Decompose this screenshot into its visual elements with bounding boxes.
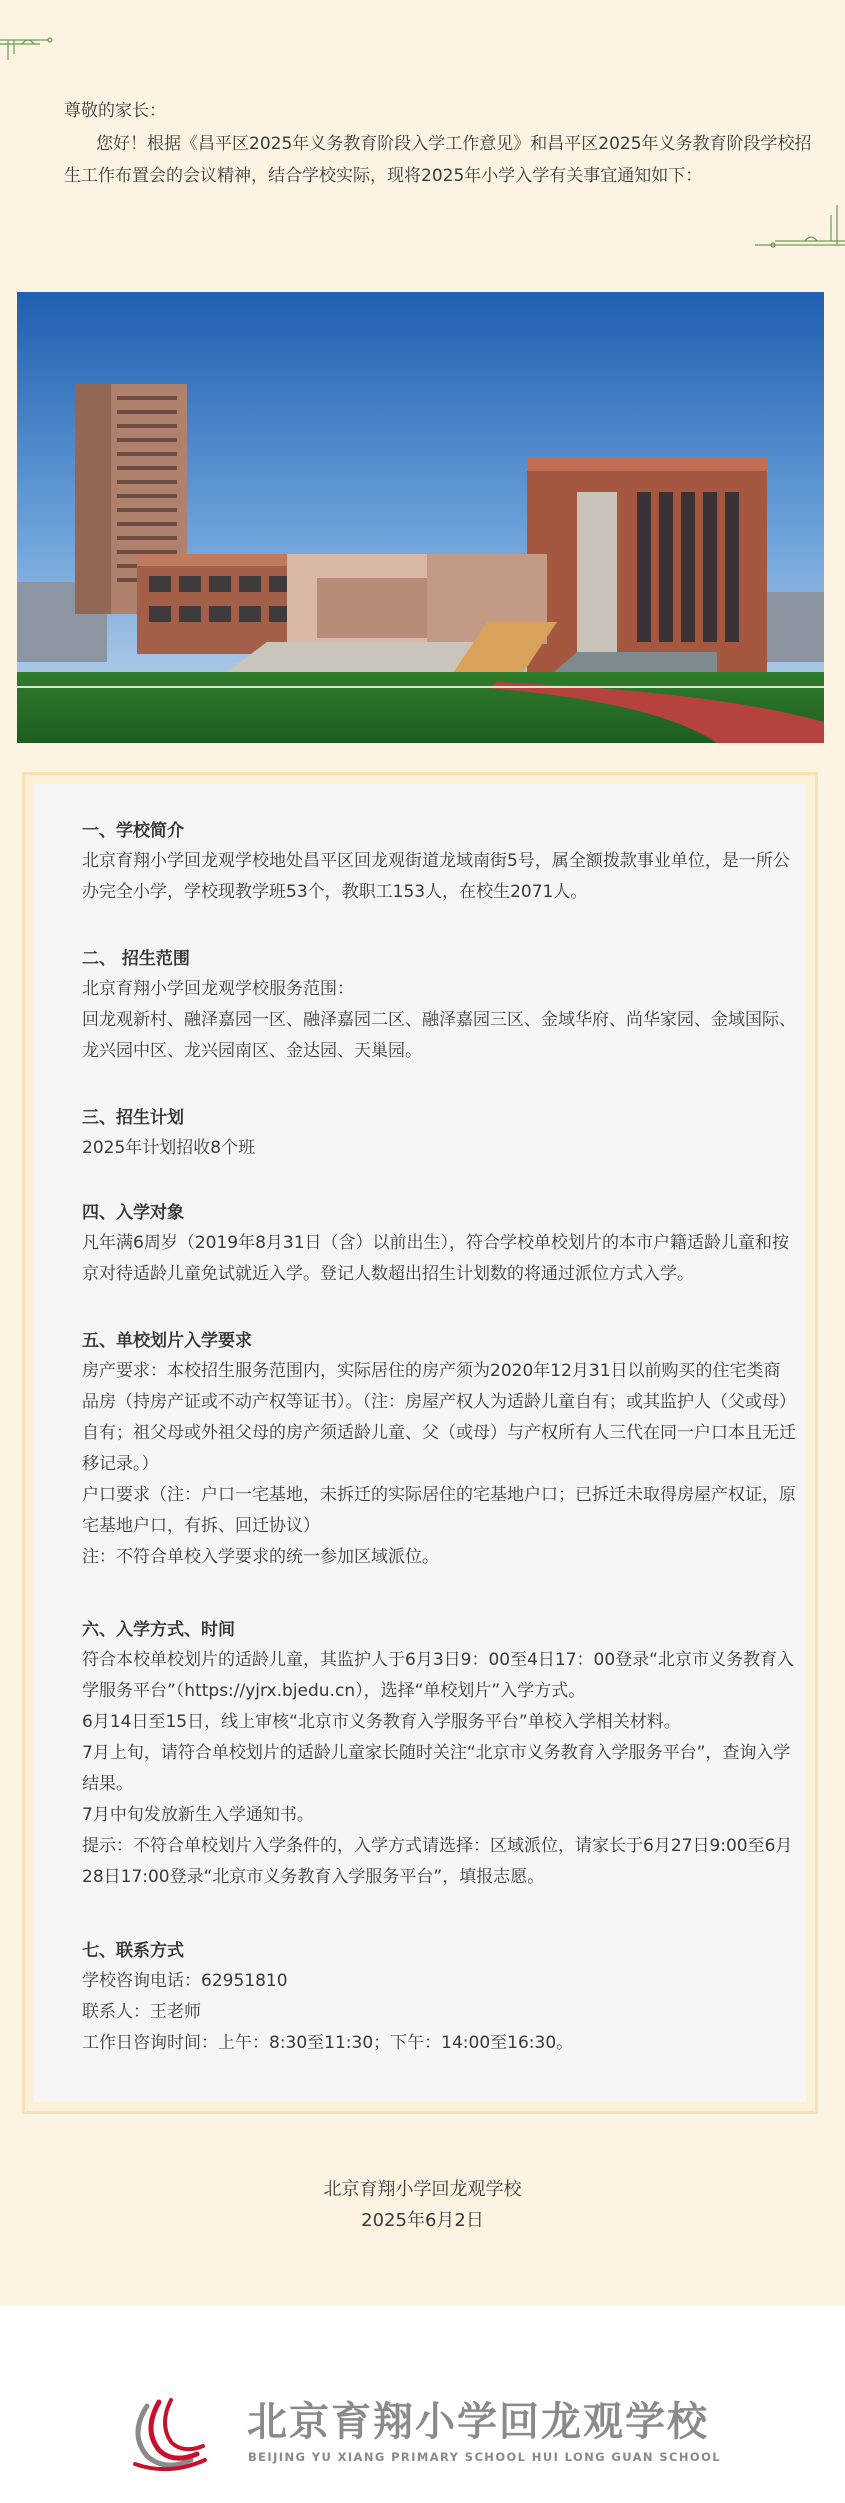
section-paragraph: 2025年计划招收8个班 — [82, 1138, 256, 1158]
intro-block — [0, 0, 845, 255]
section-heading: 五、单校划片入学要求 — [82, 1331, 252, 1351]
section-enrollment-plan — [82, 1103, 796, 1164]
school-logo-icon — [125, 2394, 213, 2474]
intro-paragraph: 您好！根据《昌平区2025年义务教育阶段入学工作意见》和昌平区2025年义务教育阶段学校招生工作布置会的会议精神，结合学校实际，现将2025年小学入学有关事宜通知如下： — [64, 134, 812, 186]
signature-school: 北京育翔小学回龙观学校 — [323, 2179, 522, 2200]
section-paragraph: 7月中旬发放新生入学通知书。 — [82, 1805, 314, 1825]
section-paragraph: 凡年满6周岁（2019年8月31日（含）以前出生），符合学校单校划片的本市户籍适龄儿童和按京对待适龄儿童免试就近入学。登记人数超出招生计划数的将通过派位方式入学。 — [82, 1233, 790, 1284]
section-heading: 三、招生计划 — [82, 1108, 184, 1128]
section-heading: 七、联系方式 — [82, 1941, 184, 1961]
section-paragraph: 北京育翔小学回龙观学校服务范围： — [82, 979, 354, 999]
section-paragraph: 符合本校单校划片的适龄儿童，其监护人于6月3日9：00至4日17：00登录“北京市义务教育入学服务平台”（https://yjrx.bjedu.cn），选择“单校划片”入学方式。 — [82, 1650, 794, 1701]
section-heading: 四、入学对象 — [82, 1203, 184, 1223]
section-school-intro — [82, 816, 796, 908]
school-photo-illustration — [17, 292, 824, 743]
section-enrollment-scope — [82, 944, 796, 1067]
corner-ornament-top-left-icon — [0, 30, 70, 70]
signature-block — [0, 2174, 845, 2236]
section-heading: 六、入学方式、时间 — [82, 1620, 235, 1640]
section-paragraph: 回龙观新村、融泽嘉园一区、融泽嘉园二区、融泽嘉园三区、金域华府、尚华家园、金域国际、龙兴园中区、龙兴园南区、金达园、天巢园。 — [82, 1010, 796, 1061]
section-heading: 二、 招生范围 — [82, 949, 190, 969]
section-paragraph: 北京育翔小学回龙观学校地处昌平区回龙观街道龙域南街5号，属全额拨款事业单位，是一所公办完全小学，学校现教学班53个，教职工153人，在校生2071人。 — [82, 851, 790, 902]
section-paragraph: 提示：不符合单校划片入学条件的，入学方式请选择：区域派位，请家长于6月27日9:00至6月28日17:00登录“北京市义务教育入学服务平台”，填报志愿。 — [82, 1836, 793, 1887]
signature-date: 2025年6月2日 — [361, 2210, 484, 2231]
section-paragraph: 注：不符合单校入学要求的统一参加区域派位。 — [82, 1547, 439, 1567]
section-contact — [82, 1936, 796, 2059]
section-paragraph: 6月14日至15日，线上审核“北京市义务教育入学服务平台”单校入学相关材料。 — [82, 1712, 681, 1732]
contact-person: 联系人：王老师 — [82, 2002, 201, 2022]
school-building-photo — [17, 292, 824, 743]
contact-phone: 学校咨询电话：62951810 — [82, 1971, 288, 1991]
section-heading: 一、学校简介 — [82, 821, 184, 841]
corner-ornament-bottom-right-icon — [755, 205, 845, 260]
section-eligibility — [82, 1198, 796, 1290]
contact-hours: 工作日咨询时间：上午：8:30至11:30；下午：14:00至16:30。 — [82, 2033, 574, 2053]
section-requirements — [82, 1326, 796, 1573]
section-paragraph: 户口要求（注：户口一宅基地，未拆迁的实际居住的宅基地户口；已拆迁未取得房屋产权证，原宅基地户口，有拆、回迁协议） — [82, 1485, 796, 1536]
footer-logo-bar — [0, 2306, 845, 2503]
logo-chinese-name: 北京育翔小学回龙观学校 — [247, 2399, 709, 2445]
salutation: 尊敬的家长： — [64, 101, 166, 121]
section-paragraph: 房产要求：本校招生服务范围内，实际居住的房产须为2020年12月31日以前购买的住宅类商品房（持房产证或不动产权等证书）。（注：房屋产权人为适龄儿童自有；或其监护人（父或母）自有；祖父母或外祖父母的房产须适龄儿童、父（或母）与产权所有人三代在同一户口本且无迁移记录。） — [82, 1361, 796, 1474]
logo-english-name: BEIJING YU XIANG PRIMARY SCHOOL HUI LONG GUAN SCHOOL — [248, 2450, 721, 2464]
section-method-time — [82, 1615, 796, 1893]
section-paragraph: 7月上旬，请符合单校划片的适龄儿童家长随时关注“北京市义务教育入学服务平台”，查询入学结果。 — [82, 1743, 791, 1794]
